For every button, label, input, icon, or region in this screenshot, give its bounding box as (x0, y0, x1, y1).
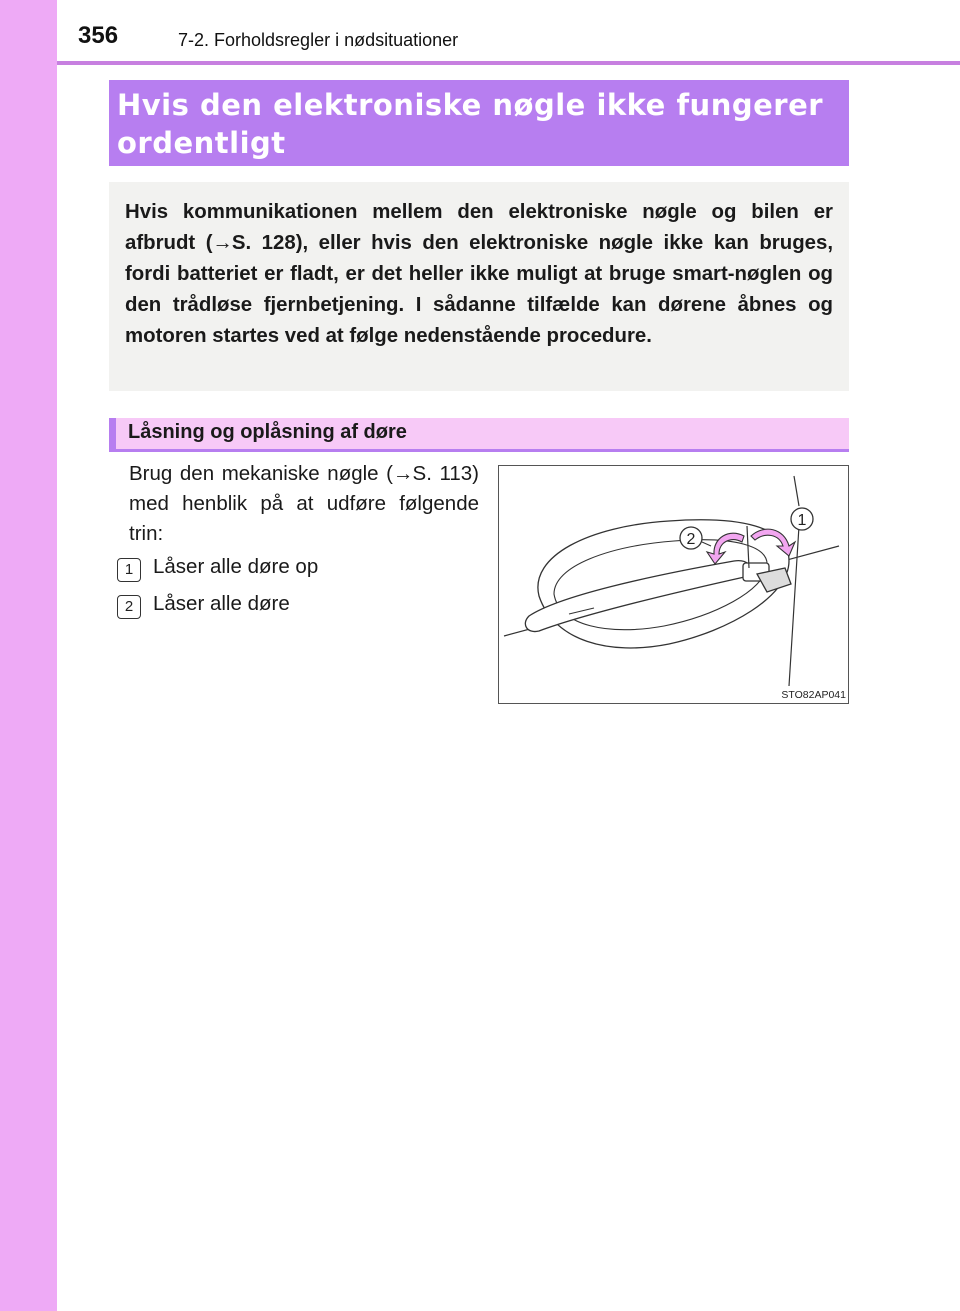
chapter-heading: 7-2. Forholdsregler i nødsituationer (178, 30, 459, 50)
callout-2-label: 2 (686, 531, 696, 548)
door-handle-illustration (498, 465, 849, 704)
callout-1-label: 1 (797, 512, 807, 529)
body-paragraph (129, 459, 479, 549)
title-box (109, 80, 849, 166)
section-heading: Låsning og oplåsning af døre (128, 421, 407, 443)
page-number: 356 (78, 22, 119, 49)
page-title-line-1: Hvis den elektroniske nøgle ikke fungerer (117, 88, 824, 122)
reference-arrow-icon: → (212, 232, 232, 254)
intro-text-part-2: S. 128), eller hvis den elektroniske nøgle ikke kan bruges, fordi batteriet er fladt, er det heller ikke muligt at bruge smart-nøglen og den trådløse fjernbetjening. I sådanne tilfælde kan dørene åbnes og motoren startes ved at følge nedenstående procedure. (125, 232, 833, 347)
figure-code: STO82AP041 (781, 689, 846, 701)
side-color-band (0, 0, 57, 1311)
intro-box (109, 182, 849, 391)
reference-arrow-icon: → (393, 462, 413, 485)
step-text: Låser alle døre (153, 592, 290, 615)
step-number-badge: 2 (117, 595, 141, 619)
body-text-part-2: S. 113) med henblik på at udføre følgende trin: (129, 462, 479, 545)
page-title-line-2: ordentligt (117, 126, 286, 160)
step-text: Låser alle døre op (153, 555, 319, 578)
header-rule (57, 61, 960, 65)
step-number-badge: 1 (117, 558, 141, 582)
intro-paragraph (125, 197, 833, 352)
section-heading-bar (109, 418, 849, 452)
door-handle-drawing (499, 466, 848, 703)
body-text-part-1: Brug den mekaniske nøgle ( (129, 462, 394, 485)
page-title (117, 86, 841, 162)
intro-text-part-1: Hvis kommunikationen mellem den elektroniske nøgle og bilen er afbrudt ( (125, 201, 833, 254)
